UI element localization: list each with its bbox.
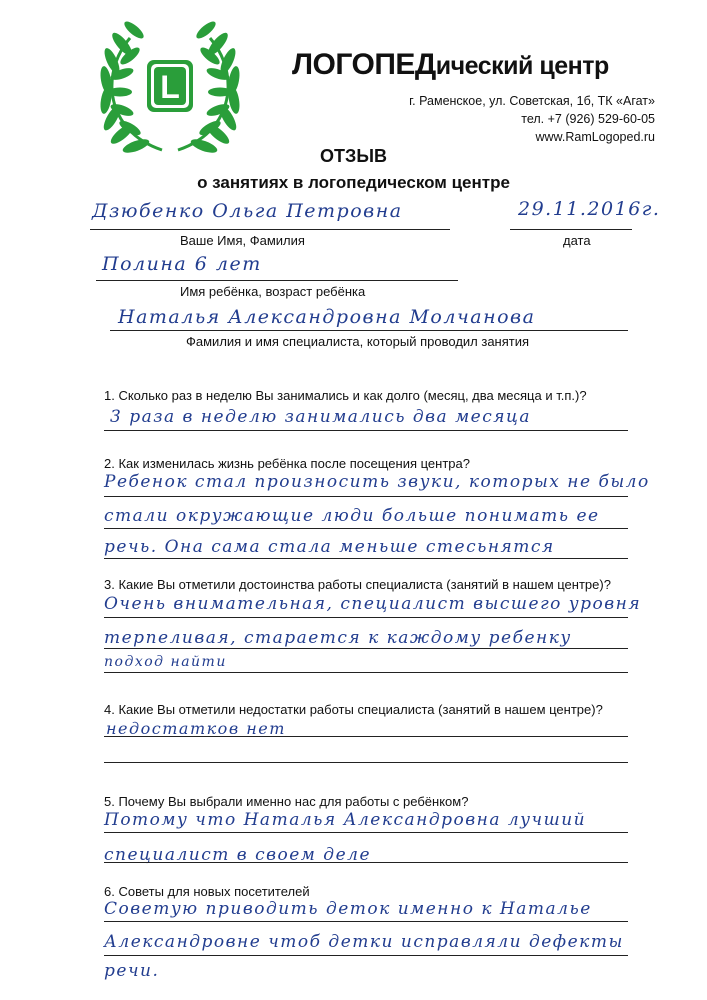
answer-line — [104, 832, 628, 833]
question-2: 2. Как изменилась жизнь ребёнка после посещения центра? — [104, 456, 470, 471]
child-value: Полина 6 лет — [102, 253, 262, 275]
answer-6-line-1: Советую приводить деток именно к Наталье — [104, 899, 592, 919]
specialist-line — [110, 330, 628, 331]
question-3: 3. Какие Вы отметили достоинства работы специалиста (занятий в нашем центре)? — [104, 577, 611, 592]
brand-name — [292, 48, 609, 82]
answer-3-line-2: терпеливая, старается к каждому ребенку — [104, 628, 572, 648]
logo-letter: L — [160, 69, 180, 105]
answer-2-line-3: речь. Она сама стала меньше стесьнятся — [104, 537, 555, 557]
answer-6-line-2: Александровне чтоб детки исправляли дефекты — [104, 932, 624, 952]
name-line — [90, 229, 450, 230]
answer-2-line-2: стали окружающие люди больше понимать ее — [104, 506, 600, 526]
name-label: Ваше Имя, Фамилия — [180, 233, 305, 248]
form-title: ОТЗЫВ — [320, 146, 387, 166]
answer-line — [104, 617, 628, 618]
answer-4-line-1: недостатков нет — [106, 719, 286, 738]
brand-bold: ЛОГОПЕД — [292, 48, 436, 81]
website: www.RamLogoped.ru — [535, 130, 655, 144]
brand-rest: ический центр — [435, 52, 609, 80]
question-6: 6. Советы для новых посетителей — [104, 884, 310, 899]
answer-1-line-1: 3 раза в неделю занимались два месяца — [110, 407, 532, 427]
laurel-wreath-icon — [92, 18, 248, 158]
answer-line — [104, 528, 628, 529]
name-value: Дзюбенко Ольга Петровна — [92, 200, 403, 222]
answer-5-line-2: специалист в своем деле — [104, 845, 372, 865]
date-label: дата — [563, 233, 591, 248]
child-line — [96, 280, 458, 281]
address: г. Раменское, ул. Советская, 1б, ТК «Агат» — [409, 94, 655, 108]
specialist-label: Фамилия и имя специалиста, который проводил занятия — [186, 334, 530, 349]
answer-2-line-1: Ребенок стал произносить звуки, которых не было — [104, 472, 650, 492]
answer-line — [104, 921, 628, 922]
answer-6-line-3: речи. — [104, 961, 160, 981]
answer-line — [104, 496, 628, 497]
answer-line — [104, 736, 628, 737]
question-1: 1. Сколько раз в неделю Вы занимались и как долго (месяц, два месяца и т.п.)? — [104, 388, 587, 403]
answer-3-line-3: подход найти — [104, 654, 227, 670]
answer-3-line-1: Очень внимательная, специалист высшего уровня — [104, 594, 642, 614]
question-5: 5. Почему Вы выбрали именно нас для работы с ребёнком? — [104, 794, 469, 809]
question-4: 4. Какие Вы отметили недостатки работы специалиста (занятий в нашем центре)? — [104, 702, 603, 717]
date-line — [510, 229, 632, 230]
answer-line — [104, 672, 628, 673]
phone: тел. +7 (926) 529-60-05 — [521, 112, 655, 126]
answer-5-line-1: Потому что Наталья Александровна лучший — [104, 810, 587, 830]
answer-line — [104, 762, 628, 763]
date-value: 29.11.2016г. — [518, 198, 661, 220]
logo — [92, 18, 248, 158]
answer-line — [104, 430, 628, 431]
answer-line — [104, 955, 628, 956]
answer-line — [104, 862, 628, 863]
form-subtitle: о занятиях в логопедическом центре — [197, 173, 510, 192]
contact-block — [255, 92, 655, 146]
child-label: Имя ребёнка, возраст ребёнка — [180, 284, 366, 299]
specialist-value: Наталья Александровна Молчанова — [118, 306, 536, 328]
answer-line — [104, 558, 628, 559]
answer-line — [104, 648, 628, 649]
